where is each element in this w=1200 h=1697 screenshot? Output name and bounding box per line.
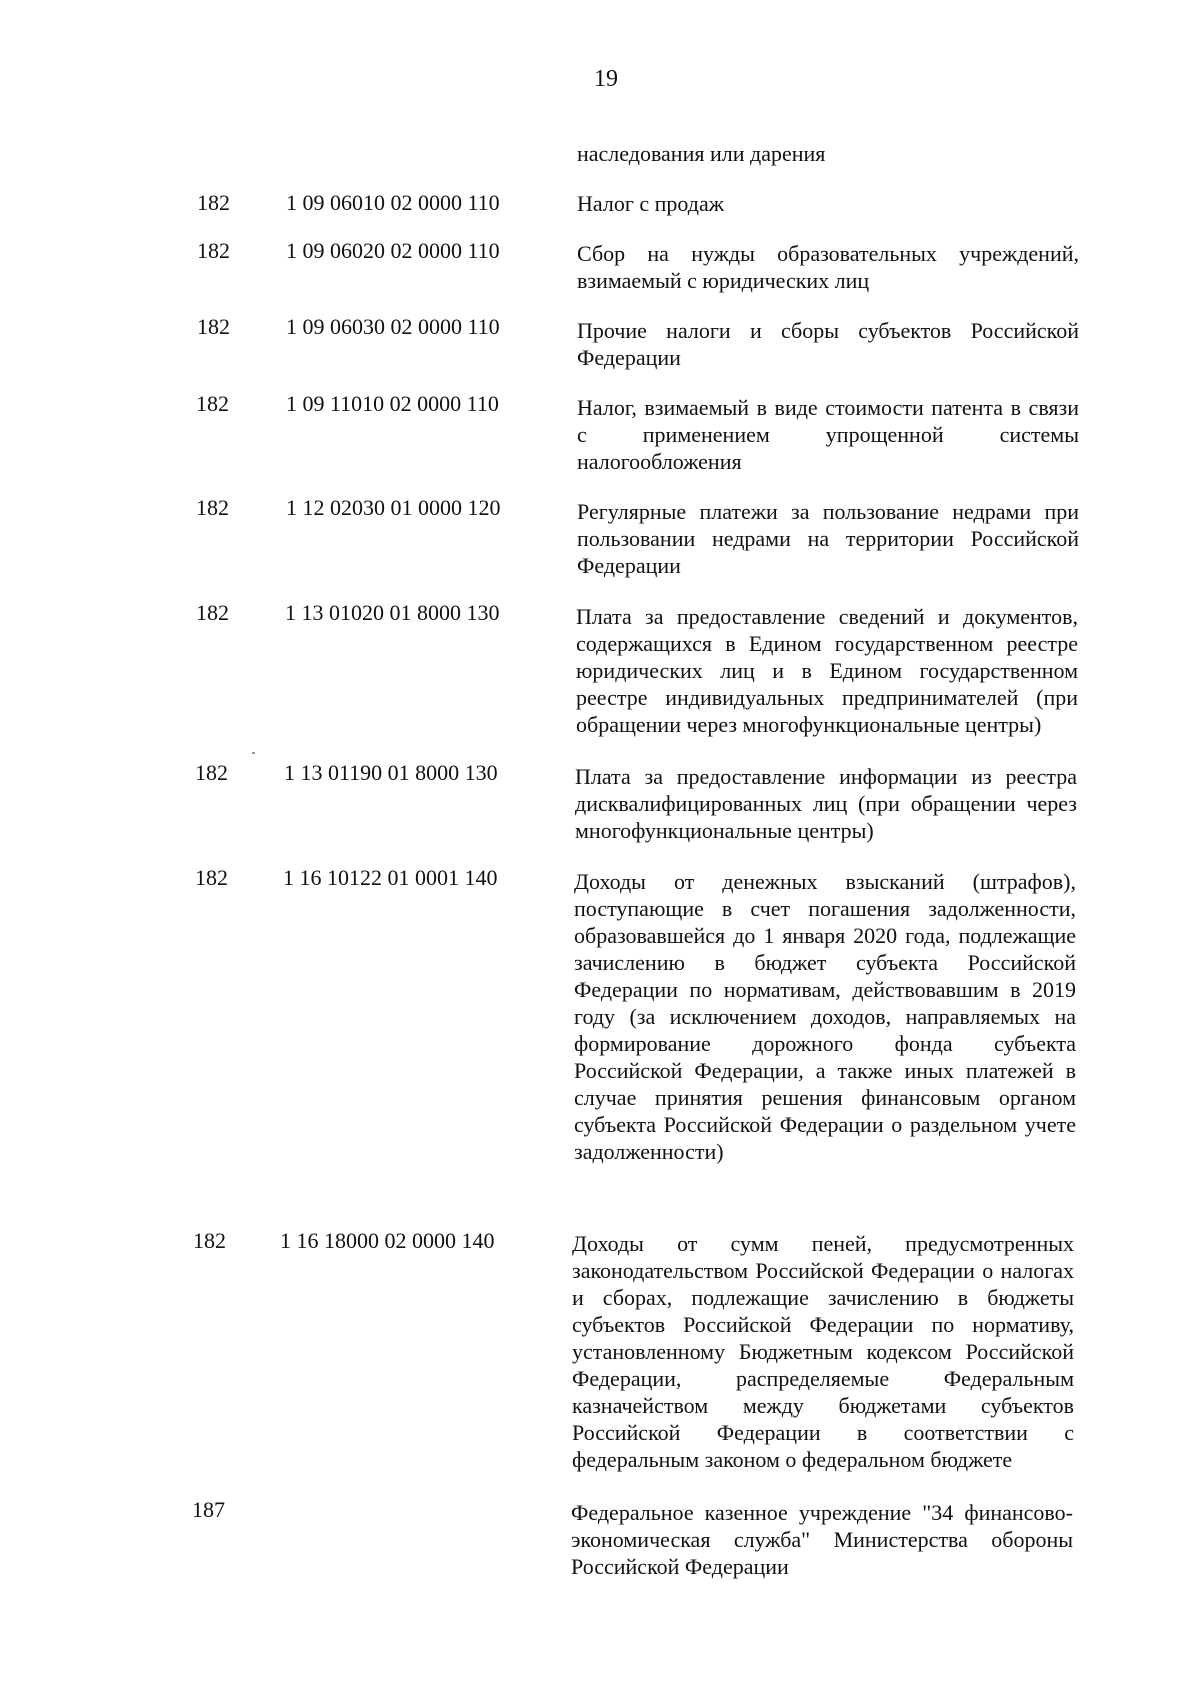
- admin-code: 182: [195, 760, 228, 785]
- admin-code: 182: [193, 1228, 226, 1253]
- income-description: Регулярные платежи за пользование недрами при пользовании недрами на территории Российской Федерации: [577, 499, 1079, 578]
- administrator-name: Федеральное казенное учреждение "34 финансово-экономическая служба" Министерства обороны Российской Федерации: [571, 1500, 1073, 1579]
- income-description: Налог, взимаемый в виде стоимости патента в связи с применением упрощенной системы налогообложения: [577, 395, 1079, 474]
- admin-code: 187: [192, 1497, 225, 1522]
- budget-code: 1 16 10122 01 0001 140: [283, 865, 498, 890]
- budget-code: 1 09 11010 02 0000 110: [286, 391, 499, 416]
- budget-code: 1 09 06020 02 0000 110: [286, 238, 500, 263]
- budget-code: 1 13 01190 01 8000 130: [284, 760, 498, 785]
- income-description: Доходы от денежных взысканий (штрафов), поступающие в счет погашения задолженности, образовавшейся до 1 января 2020 года, подлежащие зачислению в бюджет субъекта Российской Федерации по нормативам, действовавшим в 2019 году (за исключением доходов, направляемых на формирование дорожного фонда субъекта Российской Федерации, а также иных платежей в случае принятия решения финансовым органом субъекта Российской Федерации о раздельном учете задолженности): [574, 869, 1076, 1164]
- budget-code: 1 16 18000 02 0000 140: [280, 1228, 495, 1253]
- income-description: Прочие налоги и сборы субъектов Российской Федерации: [577, 318, 1079, 370]
- admin-code: 182: [196, 391, 229, 416]
- continuation-text: наследования или дарения: [577, 141, 826, 166]
- income-description: Плата за предоставление сведений и документов, содержащихся в Едином государственном реестре юридических лиц и в Едином государственном реестре индивидуальных предпринимателей (при обращении через многофункциональные центры): [576, 604, 1078, 737]
- admin-code: 182: [197, 238, 230, 263]
- scan-artifact: [252, 752, 255, 754]
- admin-code: 182: [196, 495, 229, 520]
- admin-code: 182: [195, 865, 228, 890]
- page-number: 19: [594, 66, 618, 92]
- income-description: Сбор на нужды образовательных учреждений, взимаемый с юридических лиц: [577, 241, 1079, 293]
- budget-code: 1 09 06030 02 0000 110: [286, 314, 500, 339]
- admin-code: 182: [197, 314, 230, 339]
- budget-code: 1 13 01020 01 8000 130: [285, 600, 500, 625]
- admin-code: 182: [196, 600, 229, 625]
- income-description: Доходы от сумм пеней, предусмотренных законодательством Российской Федерации о налогах и сборах, подлежащие зачислению в бюджеты субъектов Российской Федерации по нормативу, установленному Бюджетным кодексом Российской Федерации, распределяемые Федеральным казначейством между бюджетами субъектов Российской Федерации в соответствии с федеральным законом о федеральном бюджете: [572, 1231, 1074, 1472]
- admin-code: 182: [197, 190, 230, 215]
- income-description: Налог с продаж: [577, 191, 724, 216]
- budget-code: 1 09 06010 02 0000 110: [286, 190, 500, 215]
- budget-code: 1 12 02030 01 0000 120: [286, 495, 501, 520]
- income-description: Плата за предоставление информации из реестра дисквалифицированных лиц (при обращении через многофункциональные центры): [575, 764, 1077, 843]
